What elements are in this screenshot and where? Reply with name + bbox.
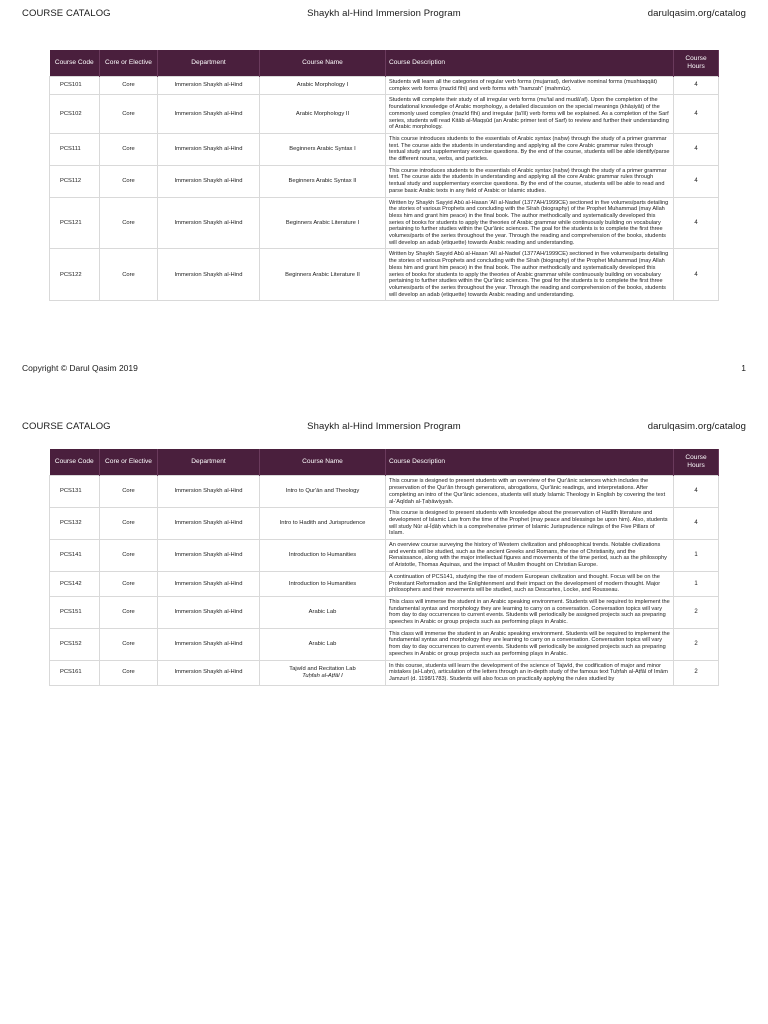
course-name-text: Intro to Hadith and Jurisprudence [279,520,366,527]
col-header-hours: Course Hours [674,50,719,77]
course-type-text: Core [122,271,135,278]
course-department [158,596,260,628]
col-header-core: Core or Elective [100,449,158,476]
course-name [260,249,386,301]
course-department-text: Immersion Shaykh al-Hind [174,488,243,495]
table-row [50,508,719,540]
table-row [50,571,719,596]
course-name-text: Arabic Lab [308,608,337,615]
course-type-text: Core [122,177,135,184]
course-type [100,596,158,628]
course-department [158,628,260,660]
course-type [100,660,158,685]
course-department [158,95,260,134]
course-description-text: This course introduces students to the essentials of Arabic syntax (naḥw) through the study of a primer grammar text. The course aids the students in understanding and applying all the core Arabic grammar rules through textual study and supplementary exercise questions. By the end of the course, students will be able to read and parse basic Arabic texts in any field of Arabic or Islamic studies. [389,167,667,194]
course-department-text: Immersion Shaykh al-Hind [174,580,243,587]
table-row [50,133,719,165]
header-center: Shaykh al-Hind Immersion Program [307,420,461,432]
course-department [158,197,260,249]
course-description-text: This course is designed to present students with an overview of the Qur'ānic sciences which includes the preservation of the Qur'ān through generations, abrogations, Qur'ānic readings, and interpretations. After completing an intro of the Qur'ānic sciences, students will study Islamic Theology in English by covering the text al-'Aqīdah al-Ṭaḥāwiyyah. [389,478,666,505]
course-department [158,249,260,301]
course-type-text: Core [122,640,135,647]
course-code-text: PCS132 [60,520,82,527]
course-code [50,165,100,197]
course-description [386,197,674,249]
course-type-text: Core [122,219,135,226]
course-type [100,249,158,301]
course-description [386,476,674,508]
course-department [158,660,260,685]
footer-page-number: 1 [741,363,746,374]
course-hours-text: 2 [694,640,698,647]
course-code [50,508,100,540]
course-department [158,133,260,165]
course-code [50,476,100,508]
course-hours [674,249,719,301]
table-row [50,660,719,685]
course-description-text: A continuation of PCS141, studying the rise of modern European civilization and thought. Focus will be on the Protestant Reformation and the Enlightenment and their impact on the development of modern thought. Major philosophers and their movements will be studied, such as Descartes, Locke, and Rousseau. [389,573,661,594]
course-hours [674,660,719,685]
course-name [260,133,386,165]
course-hours [674,133,719,165]
course-department-text: Immersion Shaykh al-Hind [174,608,243,615]
table-row [50,476,719,508]
course-type-text: Core [122,669,135,676]
course-name [260,660,386,685]
course-description-text: Written by Shaykh Sayyid Abū al-Hasan 'Alī al-Nadwī (1377AH/1999CE) sectioned in five volumes/parts detailing the stories of various Prophets and concluding with the Sīrah (biography) of the Prophet Muhammad (may Allah bless him and grant him peace) in the final book. The author methodically and systematically developed this series of books for students to apply the theories of Arabic grammar while continuously building on vocabulary pertaining to further studies within the Qur'ānic sciences. The goal for the students is to complete the first three volumes/parts of the series throughout the year. Through the reading and comprehension of the books, students will develop an adab (etiquette) towards Arabic reading and understanding. [389,251,669,298]
course-description [386,596,674,628]
course-description [386,77,674,95]
course-name-text: Introduction to Humanities [288,580,357,587]
course-name-text: Tajwīd and Recitation Lab [289,665,356,672]
course-hours-text: 4 [694,145,698,152]
course-type-text: Core [122,552,135,559]
course-description [386,628,674,660]
course-name-text: Intro to Qur'ān and Theology [285,488,360,495]
table-header-row [50,449,719,476]
course-name [260,165,386,197]
col-header-code: Course Code [50,50,100,77]
course-hours [674,628,719,660]
course-description-text: An overview course surveying the history of Western civilization and philosophical trends. Notable civilizations and events will be studied, such as the ancient Greeks and Romans, the rise of Christianity, and the Renaissance, along with the major intellectual figures and movements of the time period, such as the philosophy of Aristotle, Thomas Aquinas, and the impact of Muslim thought on Christian Europe. [389,542,667,569]
course-hours [674,165,719,197]
course-hours-text: 4 [694,219,698,226]
course-description-text: In this course, students will learn the development of the science of Tajwīd, the codification of major and minor mistakes (al-Laḥn), articulation of the letters through an in-depth study of the famous text Tuḥfah al-Aṭfāl of Imām Jamzurī (d. 1198/1783). Students will also focus on practically applying the rules studied by [389,662,668,682]
course-type-text: Core [122,110,135,117]
course-type-text: Core [122,488,135,495]
course-department-text: Immersion Shaykh al-Hind [174,82,243,89]
table-row [50,540,719,572]
course-code [50,77,100,95]
col-header-core: Core or Elective [100,50,158,77]
course-name [260,95,386,134]
course-type [100,95,158,134]
course-hours [674,508,719,540]
col-header-desc: Course Description [386,50,674,77]
course-description [386,660,674,685]
course-name-text: Arabic Morphology I [296,82,349,89]
course-type-text: Core [122,145,135,152]
course-code-text: PCS112 [60,177,82,184]
course-hours [674,571,719,596]
course-hours-text: 4 [694,82,698,89]
course-type [100,133,158,165]
course-department-text: Immersion Shaykh al-Hind [174,110,243,117]
course-name [260,571,386,596]
header-right: darulqasim.org/catalog [647,420,746,432]
course-name [260,596,386,628]
course-hours [674,77,719,95]
course-hours [674,596,719,628]
course-code [50,95,100,134]
page-header [0,0,768,26]
course-description [386,540,674,572]
course-hours-text: 1 [694,552,698,559]
course-hours [674,95,719,134]
course-hours [674,197,719,249]
course-code-text: PCS141 [60,552,82,559]
course-hours-text: 1 [694,580,698,587]
course-type-text: Core [122,82,135,89]
course-name [260,197,386,249]
course-hours-text: 2 [694,608,698,615]
course-description-text: This course is designed to present students with knowledge about the preservation of Hadīth literature and development of Islamic Law from the time of the Prophet (may peace and blessings be upon him). Also, students will study Nūr al-Īḍāḥ which is a comprehensive primer of Islamic Jurisprudence rulings of the Five Pillars of Islam. [389,510,668,537]
course-name-text: Beginners Arabic Literature I [285,219,360,226]
course-type [100,197,158,249]
table-row [50,596,719,628]
table-row [50,77,719,95]
course-type-text: Core [122,580,135,587]
course-hours-text: 4 [694,520,698,527]
course-table-2 [49,449,719,685]
course-name [260,77,386,95]
course-hours-text: 2 [694,669,698,676]
course-name-text: Arabic Morphology II [295,110,350,117]
course-department-text: Immersion Shaykh al-Hind [174,669,243,676]
course-name-text: Beginners Arabic Literature II [285,271,360,278]
course-description [386,249,674,301]
header-left: COURSE CATALOG [22,7,111,19]
course-code [50,249,100,301]
course-name [260,508,386,540]
course-code-text: PCS101 [60,82,82,89]
course-code [50,571,100,596]
course-description [386,133,674,165]
course-type-text: Core [122,608,135,615]
course-hours [674,476,719,508]
course-department [158,476,260,508]
course-name-text: Introduction to Humanities [288,552,357,559]
course-name-subtitle: Tuḥfah al-Aṭfāl I [302,672,343,679]
col-header-desc: Course Description [386,449,674,476]
course-department [158,571,260,596]
course-description [386,571,674,596]
course-department-text: Immersion Shaykh al-Hind [174,219,243,226]
course-department [158,508,260,540]
course-department-text: Immersion Shaykh al-Hind [174,640,243,647]
course-code [50,197,100,249]
table-row [50,165,719,197]
course-description-text: This class will immerse the student in an Arabic speaking environment. Students will be required to implement the fundamental syntax and morphology they are learning to carry on a conversation. Conversation topics will vary from day to day occurrences to current events. Students will periodically be assigned projects such as preparing speeches in Arabic or group projects such as performing plays in Arabic. [389,630,670,657]
course-department-text: Immersion Shaykh al-Hind [174,552,243,559]
table-header-row [50,50,719,77]
course-name [260,476,386,508]
course-hours-text: 4 [694,110,698,117]
course-code-text: PCS131 [60,488,82,495]
course-hours-text: 4 [694,177,698,184]
course-hours-text: 4 [694,271,698,278]
col-header-code: Course Code [50,449,100,476]
header-center: Shaykh al-Hind Immersion Program [307,7,461,19]
course-name [260,540,386,572]
course-type [100,508,158,540]
course-code-text: PCS161 [60,669,82,676]
course-name-text: Arabic Lab [308,640,337,647]
course-description [386,95,674,134]
table-row [50,197,719,249]
course-description-text: Students will complete their study of all irregular verb forms (mu'tal and mudā'af). Upon the completion of the foundational knowledge of Arabic morphology, a detailed discussion on the special meanings (khāṣiyāt) of the commonly used complex (mazīd fīhi) and irregular (ta'līl) verb forms will be explained. As a completion of the Sarf series, students will read Kitāb al-Maqṣūd (an Arabic primer text of Sarf) to review and further their understanding of Arabic morphology. [389,97,669,131]
course-department [158,540,260,572]
course-type [100,476,158,508]
course-type [100,165,158,197]
page-header-2 [0,413,768,439]
course-department-text: Immersion Shaykh al-Hind [174,271,243,278]
course-hours [674,540,719,572]
table-row [50,628,719,660]
course-description [386,508,674,540]
course-type [100,540,158,572]
header-left: COURSE CATALOG [22,420,111,432]
course-table-1 [49,50,719,301]
col-header-name: Course Name [260,50,386,77]
course-name [260,628,386,660]
course-type [100,77,158,95]
course-code-text: PCS102 [60,110,82,117]
course-department [158,165,260,197]
table-row [50,95,719,134]
course-type-text: Core [122,520,135,527]
course-type [100,571,158,596]
table-row [50,249,719,301]
page-footer [0,361,768,375]
course-code [50,133,100,165]
course-description-text: Students will learn all the categories of regular verb forms (mujarrad), derivative nominal forms (mushtaqqāt) complex verb forms (mazīd fīhi) and verb forms with "hamzah" (mahmūz). [389,79,657,92]
course-code-text: PCS152 [60,640,82,647]
course-code [50,628,100,660]
course-name-text: Beginners Arabic Syntax II [288,177,357,184]
col-header-dept: Department [158,50,260,77]
course-code-text: PCS151 [60,608,82,615]
course-code-text: PCS121 [60,219,82,226]
course-code [50,540,100,572]
footer-copyright: Copyright © Darul Qasim 2019 [22,363,138,374]
col-header-dept: Department [158,449,260,476]
course-description-text: This class will immerse the student in an Arabic speaking environment. Students will be required to implement the fundamental syntax and morphology they are learning to carry on a conversation. Conversation topics will vary from day to day occurrences to current events. Students will periodically be assigned projects such as preparing speeches in Arabic or group projects such as performing plays in Arabic. [389,598,670,626]
col-header-hours: Course Hours [674,449,719,476]
course-description-text: Written by Shaykh Sayyid Abū al-Hasan 'Alī al-Nadwī (1377AH/1999CE) sectioned in five volumes/parts detailing the stories of various Prophets and concluding with the Sīrah (biography) of the Prophet Muhammad (may Allah bless him and grant him peace) in the final book. The author methodically and systematically developed this series of books for students to apply the theories of Arabic grammar while continuously building on vocabulary pertaining to further studies within the Qur'ānic sciences. The goal for the students is to complete the first three volumes/parts of the series throughout the year. Through the reading and comprehension of the books, students will develop an adab (etiquette) towards Arabic reading and understanding. [389,199,669,246]
course-department-text: Immersion Shaykh al-Hind [174,145,243,152]
course-hours-text: 4 [694,488,698,495]
course-description-text: This course introduces students to the essentials of Arabic syntax (naḥw) through the study of a primer grammar text. The course aids the students in understanding and applying all the core Arabic grammar rules through textual study and supplementary exercise questions. By the end of the course, students will be able identify/parse the different nouns, verbs, and particles. [389,135,670,163]
course-code [50,596,100,628]
course-code-text: PCS122 [60,271,82,278]
course-code-text: PCS111 [60,145,81,152]
course-code-text: PCS142 [60,580,82,587]
header-right: darulqasim.org/catalog [647,7,746,19]
course-department-text: Immersion Shaykh al-Hind [174,177,243,184]
course-name-text: Beginners Arabic Syntax I [289,145,356,152]
course-department [158,77,260,95]
course-code [50,660,100,685]
col-header-name: Course Name [260,449,386,476]
course-department-text: Immersion Shaykh al-Hind [174,520,243,527]
course-description [386,165,674,197]
course-type [100,628,158,660]
